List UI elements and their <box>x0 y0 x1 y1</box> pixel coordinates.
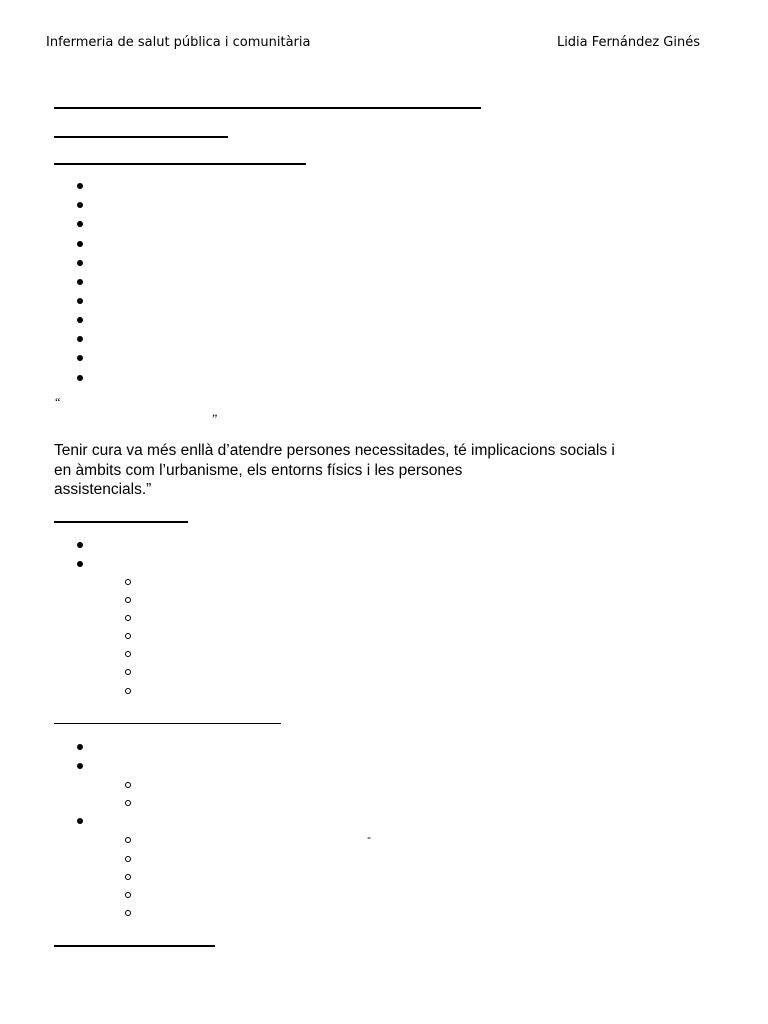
heading-rule <box>54 945 215 947</box>
list-bullet <box>77 241 83 247</box>
sub-list-bullet <box>125 782 131 788</box>
sub-list-bullet <box>125 837 131 843</box>
list-bullet <box>77 336 83 342</box>
list-bullet <box>77 317 83 323</box>
dash-mark: - <box>367 830 371 844</box>
heading-rule <box>54 163 306 165</box>
sub-list-bullet <box>125 651 131 657</box>
sub-list-bullet <box>125 615 131 621</box>
quote-line: en àmbits com l’urbanisme, els entorns físics i les persones <box>54 461 463 479</box>
list-bullet <box>77 202 83 208</box>
quote-line: assistencials.” <box>54 481 152 498</box>
list-bullet <box>77 561 83 567</box>
sub-list-bullet <box>125 633 131 639</box>
heading-rule <box>54 723 281 724</box>
list-bullet <box>77 763 83 769</box>
list-bullet <box>77 221 83 227</box>
header-right: Lidia Fernández Ginés <box>556 35 700 50</box>
list-bullet <box>77 375 83 381</box>
heading-rule <box>54 136 228 138</box>
list-bullet <box>77 355 83 361</box>
sub-list-bullet <box>125 800 131 806</box>
sub-list-bullet <box>125 856 131 862</box>
sub-list-bullet <box>125 669 131 675</box>
list-bullet <box>77 183 83 189</box>
header-left: Infermeria de salut pública i comunitària <box>46 35 311 50</box>
close-quote-mark: ” <box>212 411 218 425</box>
sub-list-bullet <box>125 597 131 603</box>
list-bullet <box>77 542 83 548</box>
quote-line: Tenir cura va més enllà d’atendre persones necessitades, té implicacions socials i <box>54 442 615 459</box>
list-bullet <box>77 818 83 824</box>
list-bullet <box>77 279 83 285</box>
heading-rule <box>54 521 188 523</box>
sub-list-bullet <box>125 910 131 916</box>
sub-list-bullet <box>125 579 131 585</box>
quote-paragraph <box>54 441 654 500</box>
list-bullet <box>77 298 83 304</box>
sub-list-bullet <box>125 892 131 898</box>
open-quote-mark: “ <box>55 395 61 409</box>
sub-list-bullet <box>125 874 131 880</box>
list-bullet <box>77 260 83 266</box>
list-bullet <box>77 744 83 750</box>
heading-rule <box>54 107 481 109</box>
sub-list-bullet <box>125 688 131 694</box>
